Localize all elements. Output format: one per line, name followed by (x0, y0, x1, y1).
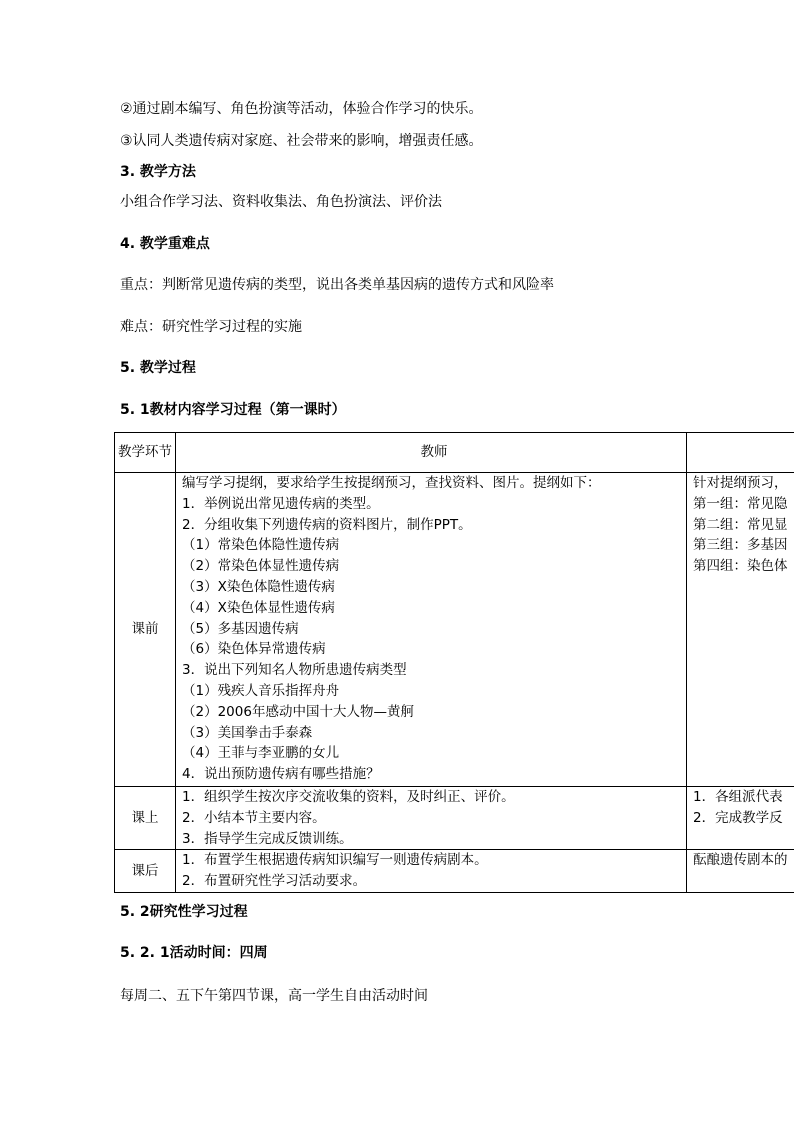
teacher-line: （1）常染色体隐性遗传病 (182, 537, 340, 554)
heading-teaching-methods: 3. 教学方法 (120, 164, 196, 180)
teacher-line: （6）染色体异常遗传病 (182, 641, 326, 658)
teacher-line: 1．组织学生按次序交流收集的资料，及时纠正、评价。 (182, 789, 515, 805)
student-line: 第二组：常见显 (693, 516, 788, 533)
heading-activity-time: 5. 2. 1活动时间：四周 (120, 945, 268, 961)
teacher-line: 编写学习提纲，要求给学生按提纲预习，查找资料、图片。提纲如下： (182, 475, 601, 491)
teacher-cell (176, 787, 687, 850)
stage-cell: 课上 (115, 787, 176, 850)
student-line: 酝酿遗传剧本的 (693, 852, 788, 869)
teacher-line: 4．说出预防遗传病有哪些措施？ (182, 766, 380, 783)
student-line: 针对提纲预习， (693, 475, 788, 491)
teacher-cell (176, 850, 687, 893)
teacher-line: （3）X染色体隐性遗传病 (182, 578, 335, 595)
heading-textbook-learning: 5. 1教材内容学习过程（第一课时） (120, 402, 346, 418)
teacher-line: 3．指导学生完成反馈训练。 (182, 830, 353, 847)
student-line: 第四组：染色体 (693, 558, 788, 575)
teacher-line: （4）X染色体显性遗传病 (182, 599, 335, 616)
student-cell (687, 787, 794, 850)
teacher-line: 2．小结本节主要内容。 (182, 809, 326, 826)
student-line: 1．各组派代表 (693, 789, 783, 805)
teacher-line: （3）美国拳击手泰森 (182, 724, 313, 741)
student-cell (687, 850, 794, 893)
student-cell (687, 473, 794, 787)
student-line: 第一组：常见隐 (693, 495, 788, 512)
heading-teaching-process: 5. 教学过程 (120, 360, 196, 376)
teacher-line: 1．布置学生根据遗传病知识编写一则遗传病剧本。 (182, 852, 488, 869)
heading-key-difficult-points: 4. 教学重难点 (120, 236, 210, 252)
teacher-line: （4）王菲与李亚鹏的女儿 (182, 745, 340, 762)
heading-research-learning: 5. 2研究性学习过程 (120, 904, 248, 920)
header-teacher: 教师 (176, 433, 687, 473)
table-row (115, 473, 794, 787)
table-row (115, 787, 794, 850)
teacher-line: 2．布置研究性学习活动要求。 (182, 873, 367, 890)
header-stage: 教学环节 (115, 433, 176, 473)
teacher-cell (176, 473, 687, 787)
table-row (115, 850, 794, 893)
header-student (687, 433, 794, 473)
difficulty-text: 难点：研究性学习过程的实施 (120, 319, 302, 335)
goal-3-text: ③认同人类遗传病对家庭、社会带来的影响，增强责任感。 (120, 133, 483, 149)
stage-cell: 课前 (115, 473, 176, 787)
schedule-text: 每周二、五下午第四节课，高一学生自由活动时间 (120, 988, 428, 1004)
stage-cell: 课后 (115, 850, 176, 893)
teacher-line: （2）2006年感动中国十大人物—黄舸 (182, 703, 414, 720)
teacher-line: 3．说出下列知名人物所患遗传病类型 (182, 662, 407, 679)
teacher-line: 1．举例说出常见遗传病的类型。 (182, 495, 380, 512)
lesson-process-table (114, 432, 794, 893)
methods-text: 小组合作学习法、资料收集法、角色扮演法、评价法 (120, 194, 442, 210)
student-line: 2．完成教学反 (693, 809, 783, 826)
student-line: 第三组：多基因 (693, 537, 788, 554)
teacher-line: （2）常染色体显性遗传病 (182, 558, 340, 575)
teacher-line: （1）残疾人音乐指挥舟舟 (182, 682, 340, 699)
teacher-line: （5）多基因遗传病 (182, 620, 299, 637)
teacher-line: 2．分组收集下列遗传病的资料图片，制作PPT。 (182, 516, 472, 533)
key-point-text: 重点：判断常见遗传病的类型，说出各类单基因病的遗传方式和风险率 (120, 277, 554, 293)
goal-2-text: ②通过剧本编写、角色扮演等活动，体验合作学习的快乐。 (120, 101, 483, 117)
